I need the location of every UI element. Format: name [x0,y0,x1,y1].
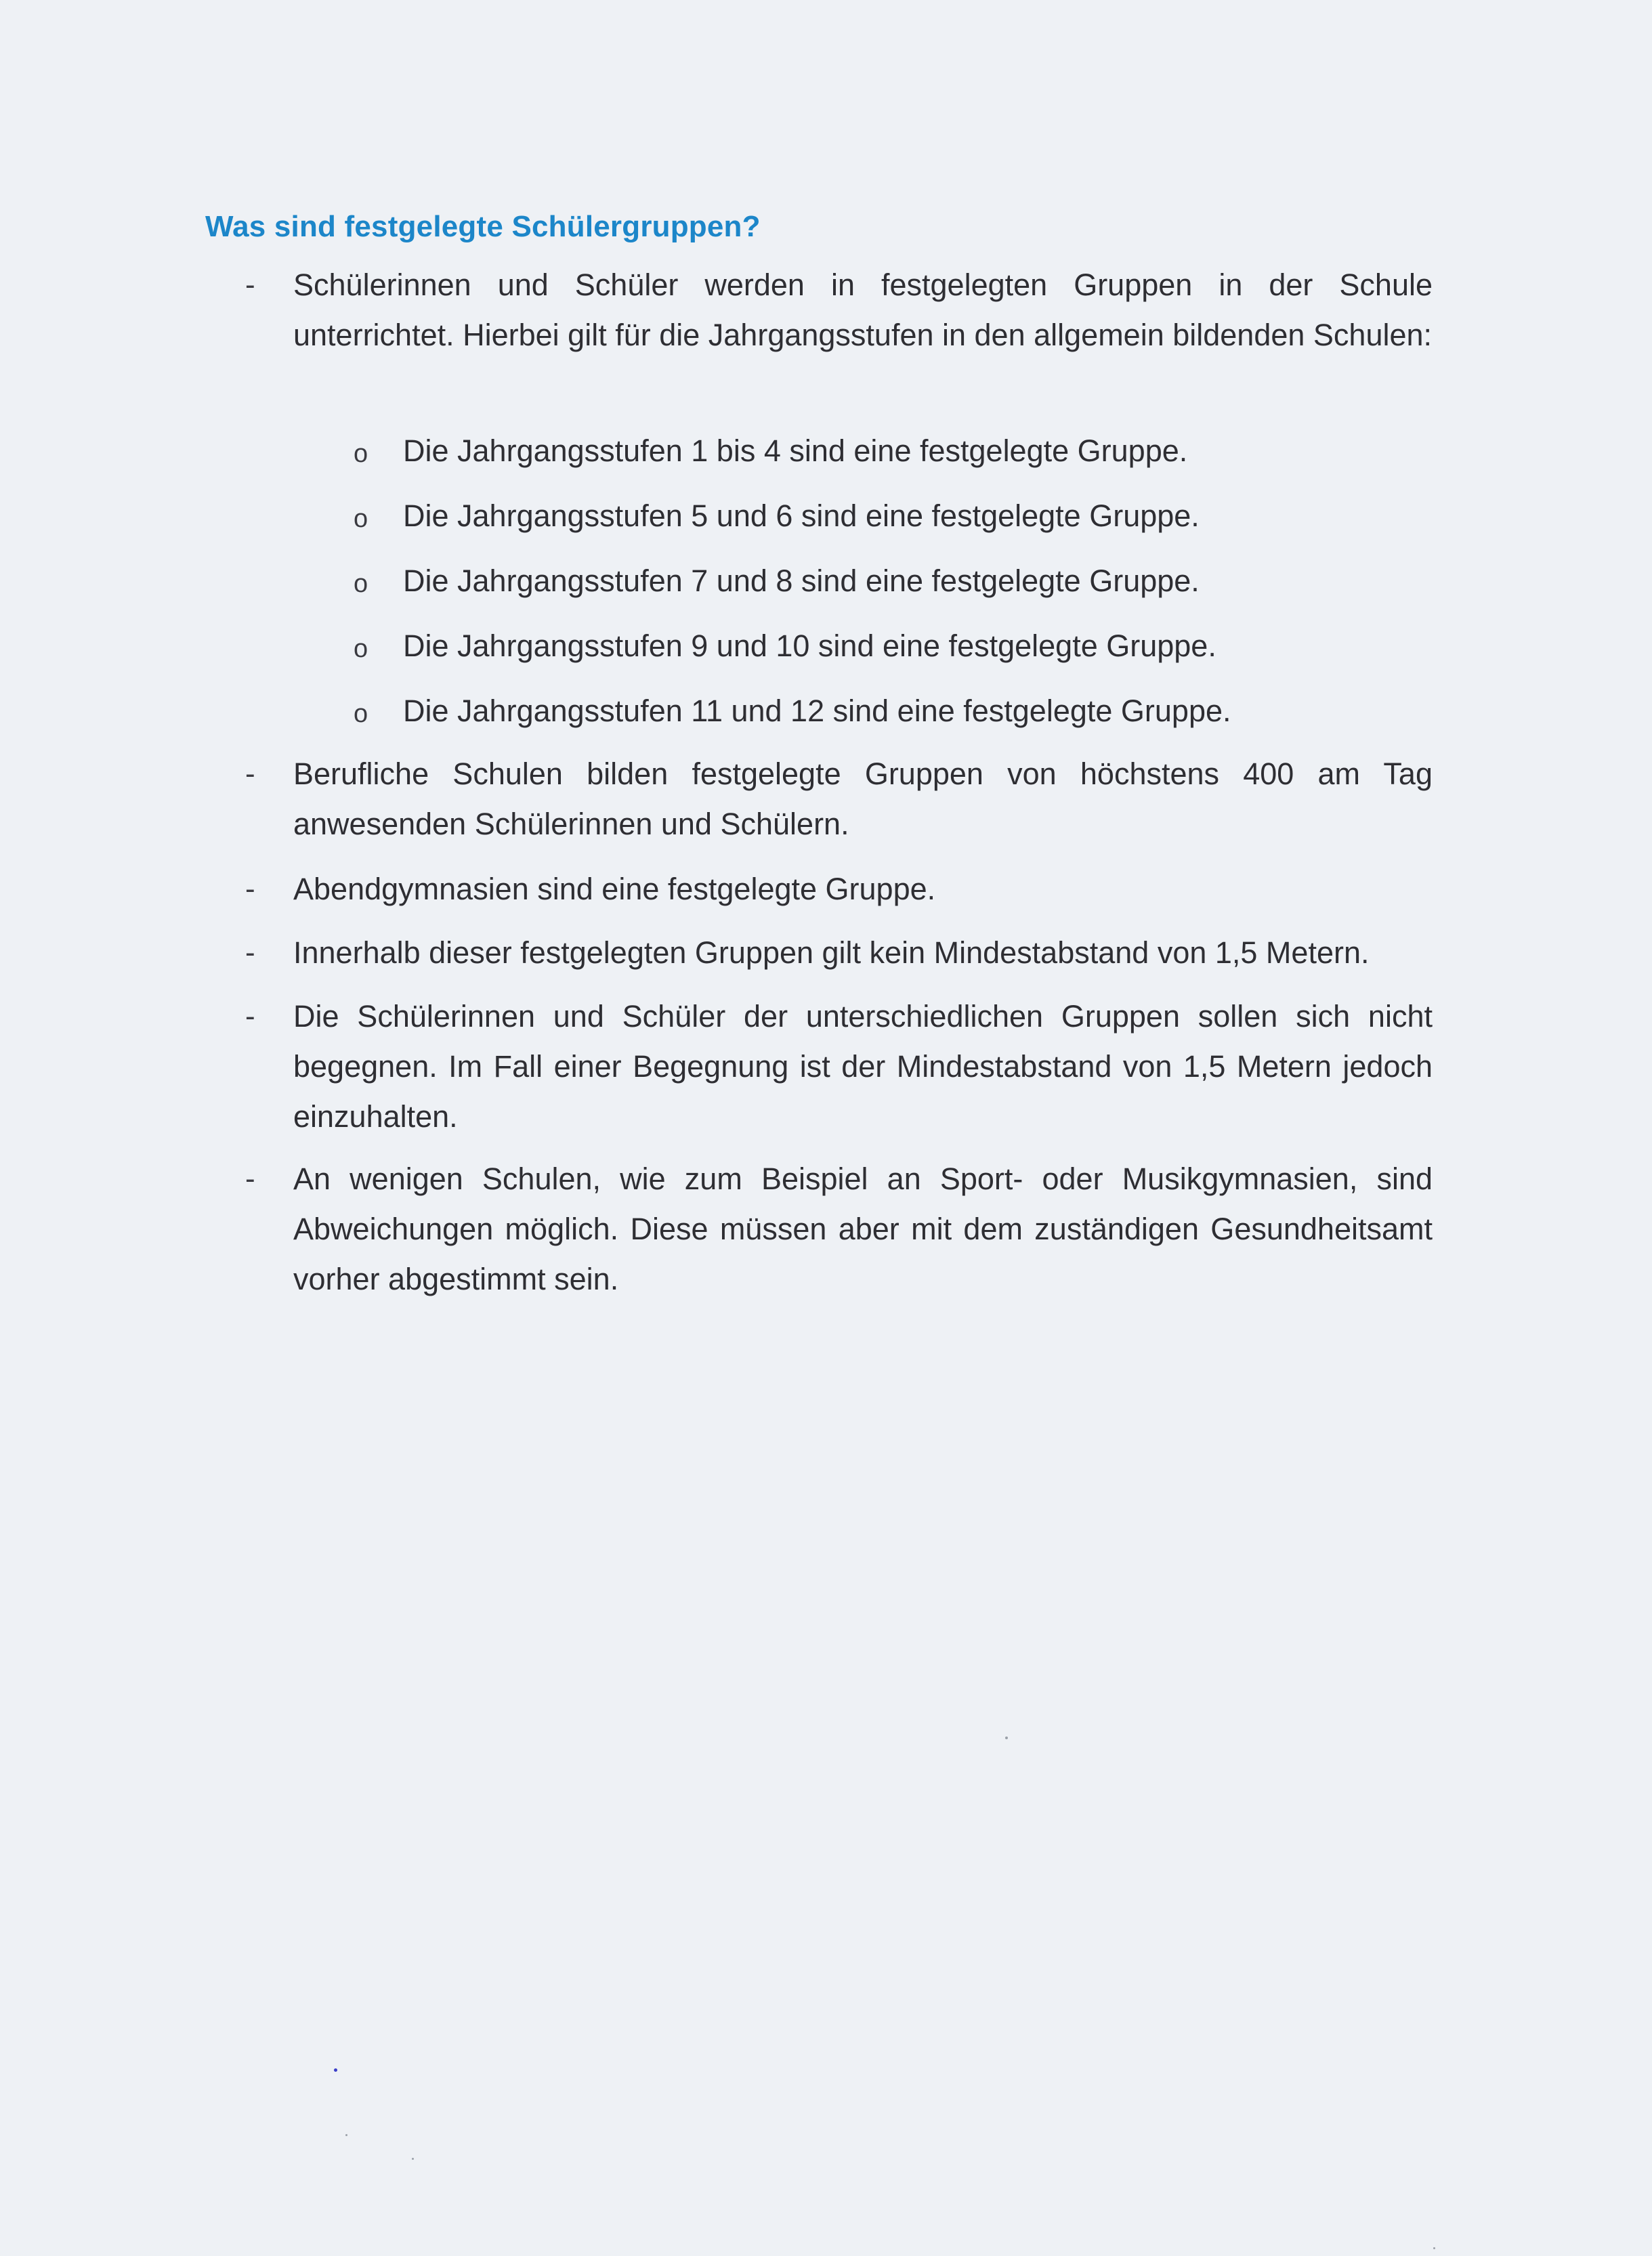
scan-speck [412,2158,414,2160]
list-item: Die Schülerinnen und Schüler der unterschiedlichen Gruppen sollen sich nicht begegnen. Im Fall einer Begegnung ist der Mindestabstand von 1,5 Metern jedoch einzuhalten. [293,999,1433,1134]
dash-bullet: - [245,1162,255,1195]
scan-speck [345,2134,347,2136]
dash-bullet: - [245,936,255,969]
scan-speck [334,2068,337,2072]
scan-speck [1433,2247,1435,2249]
circle-bullet: o [354,505,368,533]
intro-paragraph: Schülerinnen und Schüler werden in festgelegten Gruppen in der Schule unterrichtet. Hierbei gilt für die Jahrgangsstufen in den allgemein bildenden Schulen: [293,268,1433,352]
page-title: Was sind festgelegte Schülergruppen? [205,210,761,243]
dash-bullet: - [245,268,255,301]
dash-bullet: - [245,1000,255,1033]
list-item: Berufliche Schulen bilden festgelegte Gruppen von höchstens 400 am Tag anwesenden Schülerinnen und Schülern. [293,757,1433,841]
list-item: Innerhalb dieser festgelegten Gruppen gilt kein Mindestabstand von 1,5 Metern. [293,935,1370,970]
circle-bullet: o [354,700,368,728]
list-item: An wenigen Schulen, wie zum Beispiel an Sport- oder Musikgymnasien, sind Abweichungen möglich. Diese müssen aber mit dem zuständigen Gesundheitsamt vorher abgestimmt sein. [293,1162,1433,1296]
circle-bullet: o [354,440,368,468]
dash-bullet: - [245,872,255,906]
circle-bullet: o [354,635,368,663]
sub-list-item: Die Jahrgangsstufen 7 und 8 sind eine festgelegte Gruppe. [403,563,1200,598]
list-item: Abendgymnasien sind eine festgelegte Gruppe. [293,872,936,906]
sub-list-item: Die Jahrgangsstufen 9 und 10 sind eine festgelegte Gruppe. [403,629,1216,663]
sub-list-item: Die Jahrgangsstufen 1 bis 4 sind eine festgelegte Gruppe. [403,433,1188,468]
sub-list-item: Die Jahrgangsstufen 5 und 6 sind eine festgelegte Gruppe. [403,498,1200,533]
sub-list-item: Die Jahrgangsstufen 11 und 12 sind eine festgelegte Gruppe. [403,694,1231,728]
scan-speck [1005,1737,1008,1739]
dash-bullet: - [245,757,255,790]
circle-bullet: o [354,570,368,598]
